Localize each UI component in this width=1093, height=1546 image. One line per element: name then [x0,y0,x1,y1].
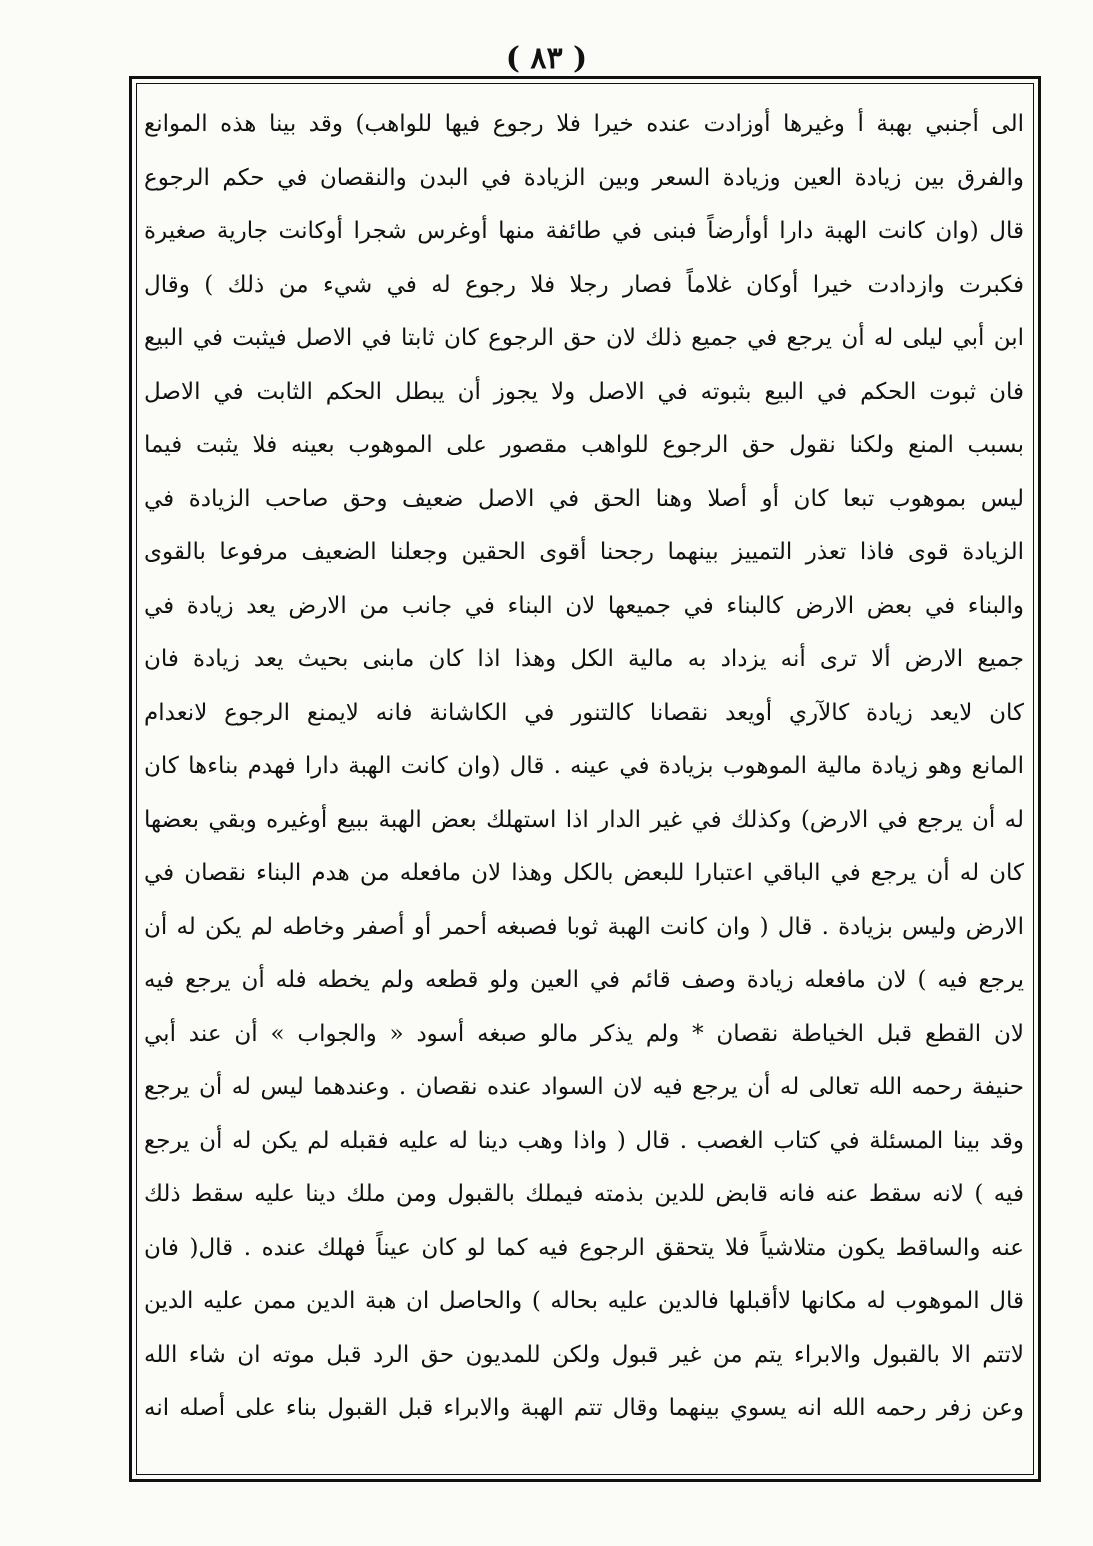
text-line: وعن زفر رحمه الله انه يسوي بينهما وقال تتم الهبة والابراء قبل القبول بناء على أصله انه [144,1395,1024,1421]
text-line: كان له أن يرجع في الباقي اعتبارا للبعض بالكل وهذا لان مافعله من هدم البناء نقصان في [144,860,1024,886]
text-line: وقد بينا المسئلة في كتاب الغصب . قال ( واذا وهب دينا له عليه فقبله لم يكن له أن يرجع [144,1127,1024,1154]
text-body [144,98,1024,1436]
text-line: قال (وان كانت الهبة دارا أوأرضاً فبنى في طائفة منها أوغرس شجرا أوكانت جارية صغيرة [144,218,1024,244]
text-line: والبناء في بعض الارض كالبناء في جميعها لان البناء في جانب من الارض يعد زيادة في [144,592,1024,619]
text-line: عنه والساقط يكون متلاشياً فلا يتحقق الرجوع فيه كما لو كان عيناً فهلك عنده . قال( فان [144,1234,1024,1261]
text-line: بسبب المنع ولكنا نقول حق الرجوع للواهب مقصور على الموهوب بعينه فلا يثبت فيما [144,432,1024,458]
text-line: الزيادة قوى فاذا تعذر التمييز بينهما رجحنا أقوى الحقين وجعلنا الضعيف مرفوعا بالقوى [144,539,1024,565]
text-line: لان القطع قبل الخياطة نقصان * ولم يذكر مالو صبغه أسود « والجواب » أن عند أبي [144,1020,1024,1047]
text-line: المانع وهو زيادة مالية الموهوب بزيادة في عينه . قال (وان كانت الهبة دارا فهدم بناءها كان [144,753,1024,779]
text-line: الى أجنبي بهبة أ وغيرها أوزادت عنده خيرا فلا رجوع فيها للواهب) وقد بينا هذه الموانع [144,111,1024,137]
text-line: جميع الارض ألا ترى أنه يزداد به مالية الكل وهذا اذا كان مابنى بحيث يعد زيادة فان [144,646,1024,672]
text-line: فيه ) لانه سقط عنه فانه قابض للدين بذمته فيملك بالقبول ومن ملك دينا عليه سقط ذلك [144,1181,1024,1207]
text-line: ابن أبي ليلى له أن يرجع في جميع ذلك لان حق الرجوع كان ثابتا في الاصل فيثبت في البيع [144,325,1024,351]
text-line: ليس بموهوب تبعا كان أو أصلا وهنا الحق في الاصل ضعيف وحق صاحب الزيادة في [144,485,1024,512]
text-line: كان لايعد زيادة كالآري أويعد نقصانا كالتنور في الكاشانة فانه لايمنع الرجوع لانعدام [144,699,1024,726]
text-line: الارض وليس بزيادة . قال ( وان كانت الهبة ثوبا فصبغه أحمر أو أصفر وخاطه لم يكن له أن [144,913,1024,940]
text-line: فان ثبوت الحكم في البيع بثبوته في الاصل ولا يجوز أن يبطل الحكم الثابت في الاصل [144,378,1024,405]
text-line: له أن يرجع في الارض) وكذلك في غير الدار اذا استهلك بعض الهبة ببيع أوغيره وبقي بعضها [144,806,1024,833]
text-line: فكبرت وازدادت خيرا أوكان غلاماً فصار رجلا فلا رجوع له في شيء من ذلك ) وقال [144,271,1024,298]
text-line: يرجع فيه ) لان مافعله زيادة وصف قائم في العين ولو قطعه ولم يخطه فله أن يرجع فيه [144,967,1024,993]
page-number: ( ٨٣ ) [505,41,588,76]
text-line: حنيفة رحمه الله تعالى له أن يرجع فيه لان السواد عنده نقصان . وعندهما ليس له أن يرجع [144,1074,1024,1100]
text-line: والفرق بين زيادة العين وزيادة السعر وبين الزيادة في البدن والنقصان في حكم الرجوع [144,164,1024,191]
text-line: قال الموهوب له مكانها لاأقبلها فالدين عليه بحاله ) والحاصل ان هبة الدين ممن عليه الدين [144,1288,1024,1314]
text-line: لاتتم الا بالقبول والابراء يتم من غير قبول ولكن للمديون حق الرد قبل موته ان شاء الله [144,1341,1024,1368]
